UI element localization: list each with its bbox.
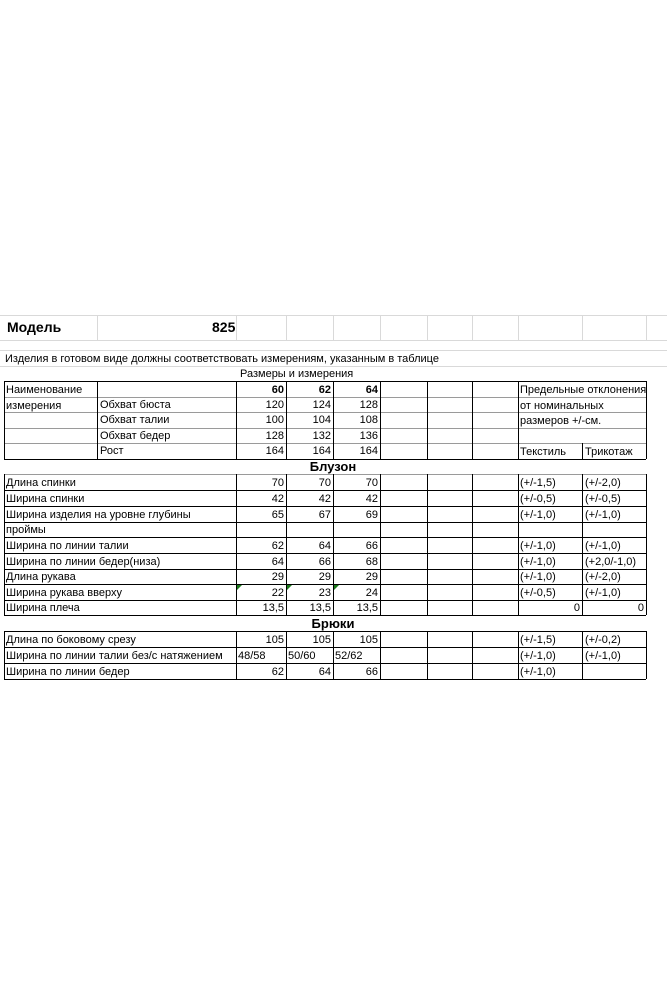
blouse-row-value: 68 — [365, 556, 378, 568]
blouse-row-label: Длина рукава — [6, 571, 76, 583]
gridline — [427, 315, 428, 340]
blouse-row-value: 42 — [318, 493, 331, 505]
table-border — [646, 474, 647, 615]
blouse-row-value: 65 — [271, 509, 284, 521]
blouse-row-value: 70 — [318, 477, 331, 489]
blouse-row-value: 67 — [318, 509, 331, 521]
pants-row-knit: (+/-1,0) — [585, 650, 621, 662]
table-border — [582, 631, 583, 679]
blouse-row-value: 13,5 — [309, 602, 331, 614]
table-border — [4, 647, 646, 648]
body-row-value: 136 — [359, 430, 378, 442]
body-row-label: Обхват талии — [100, 414, 170, 426]
blouse-row-value: 24 — [365, 587, 378, 599]
body-row-label: Обхват бедер — [100, 430, 171, 442]
pants-row-value: 50/60 — [288, 650, 316, 662]
table-border — [518, 381, 519, 459]
blouse-row-textile: (+/-0,5) — [520, 587, 556, 599]
body-row-value: 100 — [265, 414, 284, 426]
section-pants: Брюки — [311, 616, 355, 631]
pants-row-knit: (+/-0,2) — [585, 634, 621, 646]
table-border — [380, 631, 381, 679]
blouse-row-label: Ширина по линии талии — [6, 540, 129, 552]
pants-row-label: Длина по боковому срезу — [6, 634, 136, 646]
pants-row-label: Ширина по линии талии без/с натяжением — [6, 650, 223, 662]
blouse-row-knit: (+/-0,5) — [585, 493, 621, 505]
table-border — [97, 381, 98, 459]
body-row-value: 164 — [312, 445, 331, 457]
blouse-row-textile: 0 — [573, 602, 580, 614]
pants-row-value: 105 — [359, 634, 378, 646]
blouse-row-value: 42 — [271, 493, 284, 505]
gridline — [286, 315, 287, 340]
size-64: 64 — [365, 384, 378, 396]
model-number: 825 — [212, 319, 236, 335]
blouse-row-textile: (+/-1,0) — [520, 571, 556, 583]
blouse-row-value: 66 — [318, 556, 331, 568]
body-row-value: 164 — [359, 445, 378, 457]
body-row-value: 120 — [265, 399, 284, 411]
model-label: Модель — [7, 319, 62, 335]
body-row-value: 104 — [312, 414, 331, 426]
gridline — [236, 315, 237, 340]
table-border — [4, 474, 5, 615]
table-border — [472, 474, 473, 615]
pants-row-value: 64 — [318, 666, 331, 678]
blouse-row-value: 42 — [365, 493, 378, 505]
table-border — [518, 474, 519, 615]
table-border — [427, 631, 428, 679]
table-border — [427, 474, 428, 615]
blouse-row-value: 13,5 — [262, 602, 284, 614]
tolerance-line1: Предельные отклонения — [520, 384, 647, 396]
body-row-value: 108 — [359, 414, 378, 426]
pants-row-value: 48/58 — [238, 650, 266, 662]
table-border — [4, 679, 646, 680]
blouse-row-label: Ширина по линии бедер(низа) — [6, 556, 161, 568]
pants-row-value: 105 — [312, 634, 331, 646]
blouse-row-value: 64 — [271, 556, 284, 568]
blouse-row-label: Ширина изделия на уровне глубины — [6, 509, 191, 521]
table-border — [472, 631, 473, 679]
body-row-value: 124 — [312, 399, 331, 411]
table-border — [4, 490, 646, 491]
knit-header: Трикотаж — [585, 446, 633, 458]
tolerance-line3: размеров +/-см. — [520, 415, 602, 427]
pants-row-value: 105 — [265, 634, 284, 646]
blouse-row-label: Ширина спинки — [6, 493, 85, 505]
blouse-row-label: проймы — [6, 524, 46, 536]
blouse-row-value: 64 — [318, 540, 331, 552]
body-row-value: 128 — [265, 430, 284, 442]
gridline — [0, 340, 667, 341]
table-border — [4, 506, 646, 507]
table-border — [380, 381, 381, 459]
blouse-row-knit: (+/-1,0) — [585, 509, 621, 521]
table-border — [4, 381, 5, 459]
table-border — [380, 474, 381, 615]
blouse-row-value: 70 — [271, 477, 284, 489]
table-border — [582, 474, 583, 615]
blouse-row-textile: (+/-1,0) — [520, 540, 556, 552]
body-row-label: Обхват бюста — [100, 399, 171, 411]
header-name-line2: измерения — [6, 400, 62, 412]
gridline — [518, 315, 519, 340]
sizes-caption: Размеры и измерения — [240, 368, 354, 380]
blouse-row-textile: (+/-1,5) — [520, 477, 556, 489]
table-border — [4, 584, 646, 585]
gridline — [380, 315, 381, 340]
table-border — [4, 631, 5, 679]
body-row-value: 132 — [312, 430, 331, 442]
table-border — [4, 381, 646, 382]
header-name-line1: Наименование — [6, 384, 83, 396]
pants-row-value: 66 — [365, 666, 378, 678]
textile-header: Текстиль — [520, 446, 566, 458]
blouse-row-textile: (+/-1,0) — [520, 556, 556, 568]
section-blouse: Блузон — [309, 459, 357, 474]
size-62: 62 — [318, 384, 331, 396]
intro-text: Изделия в готовом виде должны соответствовать измерениям, указанным в таблице — [5, 353, 439, 365]
body-row-label: Рост — [100, 445, 124, 457]
blouse-row-knit: 0 — [637, 602, 644, 614]
blouse-row-value: 29 — [318, 571, 331, 583]
blouse-row-value: 22 — [271, 587, 284, 599]
blouse-row-knit: (+/-1,0) — [585, 587, 621, 599]
blouse-row-label: Длина спинки — [6, 477, 76, 489]
gridline — [472, 315, 473, 340]
table-border — [582, 443, 583, 459]
blouse-row-value: 29 — [365, 571, 378, 583]
tolerance-line2: от номинальных — [520, 400, 604, 412]
gridline — [582, 315, 583, 340]
blouse-row-knit: (+/-2,0) — [585, 477, 621, 489]
table-border — [4, 537, 646, 538]
gridline — [333, 315, 334, 340]
pants-row-textile: (+/-1,0) — [520, 666, 556, 678]
blouse-row-value: 13,5 — [356, 602, 378, 614]
blouse-row-textile: (+/-0,5) — [520, 493, 556, 505]
blouse-row-value: 23 — [318, 587, 331, 599]
blouse-row-knit: (+2,0/-1,0) — [585, 556, 637, 568]
table-border — [4, 663, 646, 664]
blouse-row-value: 70 — [365, 477, 378, 489]
blouse-row-knit: (+/-2,0) — [585, 571, 621, 583]
blouse-row-value: 66 — [365, 540, 378, 552]
table-border — [4, 522, 646, 523]
table-border — [472, 381, 473, 459]
body-row-value: 164 — [265, 445, 284, 457]
blouse-row-textile: (+/-1,0) — [520, 509, 556, 521]
table-border — [427, 381, 428, 459]
pants-row-textile: (+/-1,5) — [520, 634, 556, 646]
table-border — [646, 631, 647, 679]
pants-row-value: 62 — [271, 666, 284, 678]
pants-row-textile: (+/-1,0) — [520, 650, 556, 662]
blouse-row-knit: (+/-1,0) — [585, 540, 621, 552]
blouse-row-value: 69 — [365, 509, 378, 521]
table-border — [4, 553, 646, 554]
pants-row-value: 52/62 — [335, 650, 363, 662]
table-border — [518, 631, 519, 679]
blouse-row-value: 29 — [271, 571, 284, 583]
pants-row-label: Ширина по линии бедер — [6, 666, 130, 678]
blouse-row-label: Ширина плеча — [6, 602, 80, 614]
blouse-row-label: Ширина рукава вверху — [6, 587, 122, 599]
blouse-row-value: 62 — [271, 540, 284, 552]
size-60: 60 — [271, 384, 284, 396]
gridline — [97, 315, 98, 340]
body-row-value: 128 — [359, 399, 378, 411]
gridline — [0, 350, 667, 351]
gridline — [646, 315, 647, 340]
